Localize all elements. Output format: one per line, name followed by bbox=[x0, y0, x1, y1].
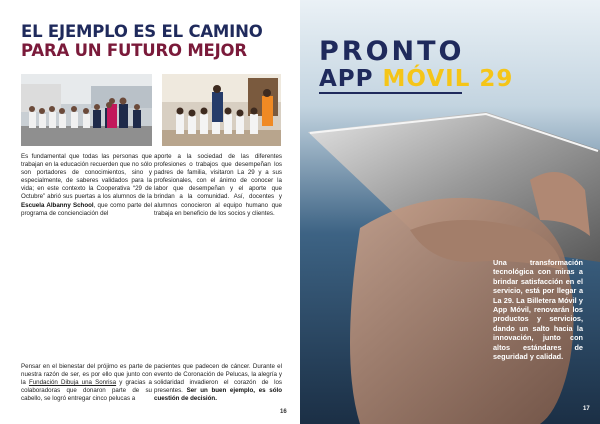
school-visit-photo-office bbox=[162, 74, 281, 146]
promo-title-line-1: PRONTO bbox=[319, 36, 465, 67]
promo-title-app: APP bbox=[319, 66, 383, 92]
promo-title-line-2 bbox=[319, 66, 513, 92]
column-1-text-end: , que como parte del programa de concienciación del bbox=[21, 201, 152, 217]
school-visit-photo-outdoor bbox=[21, 74, 152, 146]
article-column-1 bbox=[21, 153, 152, 218]
column-4-text: pacientes que padecen de cáncer. Durante el evento de Coronación de Pelucas, la alegría y solidaridad invadieron el corazón de los presentes. bbox=[154, 363, 282, 395]
article-column-2: aporte a la sociedad de las diferentes profesiones o trabajos que desempeñan los padres de familia, visitaron La 29 y a sus profesionales, con el ánimo de conocer la labor que desempeñan y el aporte que brindan a la comunidad. Así, docentes y alumnos conocieron al equipo humano que trabaja en beneficio de los socios y clientes. bbox=[154, 153, 282, 217]
school-name: Escuela Albanny School bbox=[21, 201, 94, 209]
closing-statement: Ser un buen ejemplo, es sólo cuestión de decisión. bbox=[154, 387, 282, 403]
headline-line-1: EL EJEMPLO ES EL CAMINO bbox=[21, 22, 263, 41]
page-number-right: 17 bbox=[583, 406, 590, 412]
column-1-text: Es fundamental que todas las personas que trabajan en la educación recuerden que no sólo son portadores de conocimientos, sino y especialmente, de saberes validados para la vida; en este contexto la Cooperativa “29 de Octubre” abrió sus puertas a los alumnos de la bbox=[21, 153, 152, 201]
page-number-left: 16 bbox=[280, 409, 287, 415]
article-headline bbox=[21, 22, 291, 60]
foundation-name: Fundación Dibuja una Sonrisa bbox=[28, 379, 117, 387]
article-column-4 bbox=[154, 363, 282, 403]
promo-paragraph: Una transformación tecnológica con miras a brindar satisfacción en el servicio, está por llegar a La 29. La Billetera Móvil y App Móvil, renovarán los productos y servicios, dando un salto hacia la innovación, junto con altos estándares de seguridad y calidad. bbox=[493, 258, 583, 362]
column-3-text-end: y gracias a colaboradoras que donaron parte de su cabello, se logró entregar cinco pelucas a bbox=[21, 379, 152, 403]
title-underline bbox=[319, 92, 462, 94]
right-page bbox=[300, 0, 600, 424]
article-column-3 bbox=[21, 363, 152, 403]
headline-line-2: PARA UN FUTURO MEJOR bbox=[21, 41, 247, 60]
column-3-text: Pensar en el bienestar del prójimo es parte de nuestra razón de ser, es por ello que junto con la bbox=[21, 363, 152, 387]
promo-title-movil: MÓVIL 29 bbox=[382, 66, 514, 92]
